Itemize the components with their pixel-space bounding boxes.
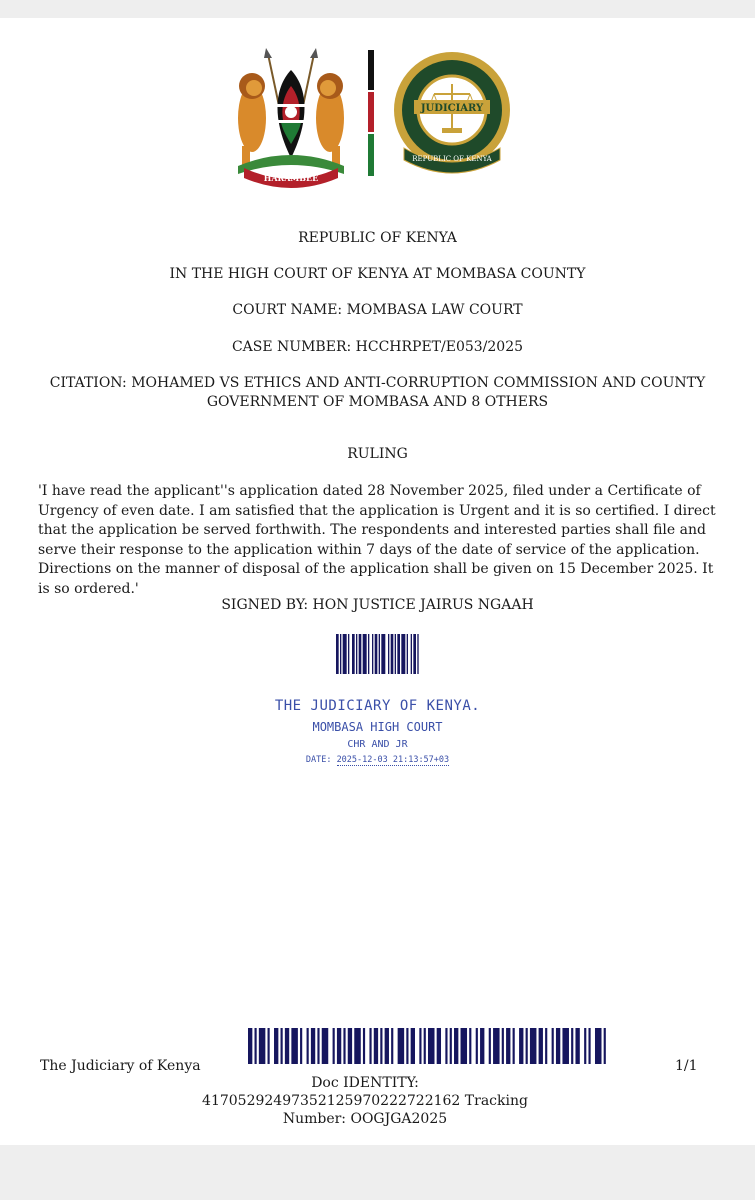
court-name: COURT NAME: MOMBASA LAW COURT: [232, 302, 523, 318]
barcode-bar: [562, 1028, 569, 1064]
footer-judiciary: The Judiciary of Kenya: [40, 1058, 201, 1074]
barcode-bar: [526, 1028, 528, 1064]
kenya-coat-of-arms: [230, 48, 352, 188]
case-citation: CITATION: MOHAMED VS ETHICS AND ANTI-CORRUPTION COMMISSION AND COUNTY GOVERNMENT OF MOMBASA AND 8 OTHERS: [49, 375, 706, 410]
document-barcode: [248, 1028, 608, 1064]
court-heading: IN THE HIGH COURT OF KENYA AT MOMBASA COUNTY: [169, 266, 586, 282]
barcode-bar: [469, 1028, 471, 1064]
barcode-bar: [363, 1028, 365, 1064]
barcode-bar: [255, 1028, 257, 1064]
barcode-bar: [391, 1028, 393, 1064]
coat-motto-text: HARAMBEE: [263, 173, 319, 183]
stamp-line-2: MOMBASA HIGH COURT: [312, 720, 443, 734]
seal-title-text: JUDICIARY: [420, 103, 484, 114]
barcode-bar: [513, 1028, 515, 1064]
barcode-bar: [506, 1028, 510, 1064]
barcode-bar: [411, 634, 412, 674]
barcode-bar: [374, 1028, 378, 1064]
republic-heading: REPUBLIC OF KENYA: [298, 230, 457, 246]
barcode-bar: [381, 634, 385, 674]
barcode-bar: [311, 1028, 315, 1064]
stamp-line-1: THE JUDICIARY OF KENYA.: [274, 698, 481, 714]
stamp-date: [0, 755, 755, 765]
barcode-bar: [363, 634, 367, 674]
barcode-bar: [380, 1028, 382, 1064]
barcode-bar: [454, 1028, 458, 1064]
barcode-bar: [348, 634, 349, 674]
barcode-bar: [336, 634, 339, 674]
judiciary-seal: [392, 48, 514, 176]
signed-by: SIGNED BY: HON JUSTICE JAIRUS NGAAH: [221, 597, 534, 613]
barcode-bar: [407, 634, 408, 674]
barcode-bar: [352, 634, 355, 674]
barcode-bar: [428, 1028, 435, 1064]
barcode-bar: [372, 634, 373, 674]
barcode-bar: [340, 634, 341, 674]
barcode-bar: [333, 1028, 335, 1064]
barcode-bar: [248, 1028, 252, 1064]
barcode-bar: [307, 1028, 309, 1064]
barcode-bar: [588, 1028, 590, 1064]
barcode-bar: [406, 1028, 408, 1064]
barcode-bar: [368, 634, 369, 674]
barcode-bar: [413, 634, 416, 674]
signature-barcode: [336, 634, 420, 674]
barcode-bar: [450, 1028, 452, 1064]
page-number: 1/1: [675, 1058, 698, 1074]
barcode-bar: [397, 634, 400, 674]
barcode-bar: [424, 1028, 426, 1064]
barcode-bar: [539, 1028, 543, 1064]
barcode-bar: [385, 1028, 389, 1064]
barcode-bar: [375, 634, 378, 674]
stamp-date-label: DATE:: [305, 755, 332, 765]
barcode-bar: [417, 634, 418, 674]
barcode-bar: [480, 1028, 484, 1064]
barcode-bar: [259, 1028, 266, 1064]
stamp-line-3: CHR AND JR: [347, 739, 408, 750]
barcode-bar: [545, 1028, 547, 1064]
barcode-bar: [461, 1028, 468, 1064]
barcode-bar: [398, 1028, 405, 1064]
barcode-bar: [268, 1028, 270, 1064]
barcode-bar: [502, 1028, 504, 1064]
barcode-bar: [530, 1028, 537, 1064]
doc-identity: Doc IDENTITY: 41705292497352125970222722162 Tracking Number: OOGJGA2025: [202, 1075, 528, 1127]
flag-divider: [368, 50, 374, 176]
barcode-bar: [519, 1028, 523, 1064]
barcode-bar: [300, 1028, 302, 1064]
barcode-bar: [369, 1028, 371, 1064]
barcode-bar: [401, 634, 405, 674]
case-number: CASE NUMBER: HCCHRPET/E053/2025: [231, 339, 524, 355]
barcode-bar: [281, 1028, 283, 1064]
barcode-bar: [274, 1028, 278, 1064]
stamp-date-value: 2025-12-03 21:13:57+03: [336, 755, 450, 765]
barcode-bar: [348, 1028, 352, 1064]
barcode-bar: [388, 634, 389, 674]
barcode-bar: [595, 1028, 602, 1064]
barcode-bar: [395, 634, 396, 674]
barcode-bar: [489, 1028, 491, 1064]
ruling-body: 'I have read the applicant''s application dated 28 November 2025, filed under a Certificate of Urgency of even date. I am satisfied that the application is Urgent and it is so certified. I direct that the application be served forthwith. The respondents and interested parties shall file and serve their response to the application within 7 days of the date of service of the application. Directions on the manner of disposal of the application shall be given on 15 December 2025. It is so ordered.': [38, 483, 716, 597]
barcode-bar: [359, 634, 362, 674]
barcode-bar: [575, 1028, 579, 1064]
barcode-bar: [556, 1028, 560, 1064]
ruling-title: RULING: [347, 446, 408, 462]
barcode-bar: [379, 634, 380, 674]
barcode-bar: [291, 1028, 298, 1064]
barcode-bar: [437, 1028, 441, 1064]
barcode-bar: [356, 634, 357, 674]
barcode-bar: [411, 1028, 415, 1064]
seal-subtitle-text: REPUBLIC OF KENYA: [412, 155, 492, 163]
barcode-bar: [604, 1028, 606, 1064]
barcode-bar: [584, 1028, 586, 1064]
document-page: [0, 18, 755, 1145]
barcode-bar: [343, 1028, 345, 1064]
barcode-bar: [285, 1028, 289, 1064]
barcode-bar: [337, 1028, 341, 1064]
barcode-bar: [343, 634, 347, 674]
header-logos: [0, 48, 755, 188]
barcode-bar: [419, 1028, 421, 1064]
barcode-bar: [445, 1028, 447, 1064]
barcode-bar: [317, 1028, 319, 1064]
barcode-bar: [322, 1028, 329, 1064]
barcode-bar: [552, 1028, 554, 1064]
barcode-bar: [354, 1028, 361, 1064]
barcode-bar: [571, 1028, 573, 1064]
barcode-bar: [476, 1028, 478, 1064]
barcode-bar: [493, 1028, 500, 1064]
barcode-bar: [391, 634, 394, 674]
